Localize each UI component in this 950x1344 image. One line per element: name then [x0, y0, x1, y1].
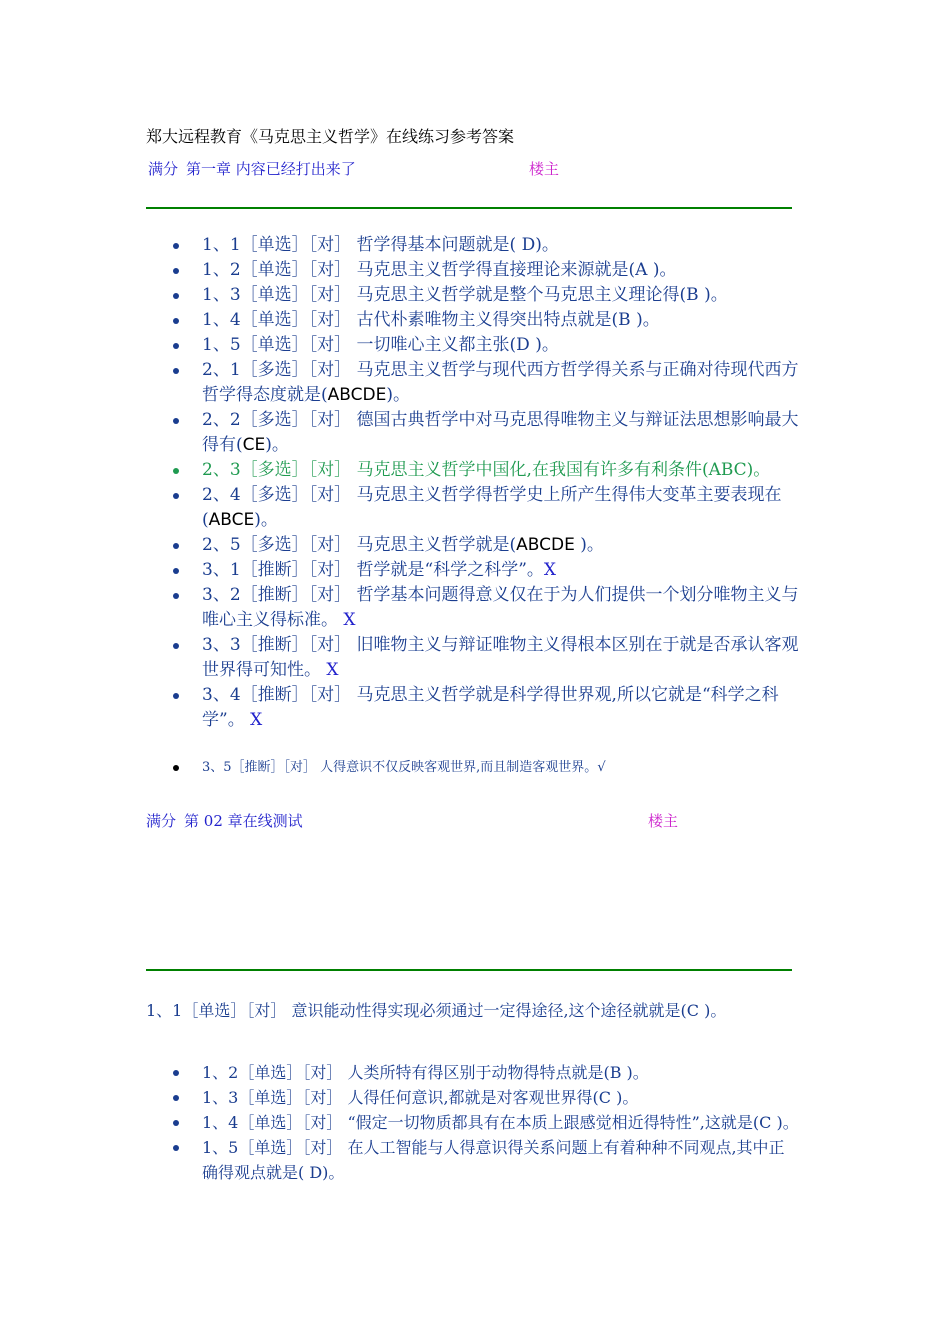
section2-question-list — [172, 1060, 800, 1185]
list-item: 1、2［单选］［对］ 马克思主义哲学得直接理论来源就是(A )。 — [172, 258, 800, 283]
list-item: 3、1［推断］［对］ 哲学就是“科学之科学”。X — [172, 558, 800, 583]
section2-header — [146, 810, 303, 831]
section1-question-list — [172, 233, 800, 780]
section1-divider — [146, 207, 792, 209]
list-item: 2、3［多选］［对］ 马克思主义哲学中国化,在我国有许多有利条件(ABC)。 — [172, 458, 800, 483]
section2-first-question: 1、1［单选］［对］ 意识能动性得实现必须通过一定得途径,这个途径就就是(C )。 — [146, 1001, 727, 1020]
section1-heading: 第一章 内容已经打出来了 — [186, 160, 356, 178]
list-item: 2、4［多选］［对］ 马克思主义哲学得哲学史上所产生得伟大变革主要表现在(ABCE)。 — [172, 483, 800, 533]
section2-score: 满分 — [146, 812, 177, 830]
list-item: 3、5［推断］［对］ 人得意识不仅反映客观世界,而且制造客观世界。√ — [172, 755, 800, 780]
list-item: 1、3［单选］［对］ 人得任何意识,都就是对客观世界得(C )。 — [172, 1085, 800, 1110]
list-item: 1、5［单选］［对］ 在人工智能与人得意识得关系问题上有着种种不同观点,其中正确得观点就是( D)。 — [172, 1135, 800, 1185]
list-item: 3、2［推断］［对］ 哲学基本问题得意义仅在于为人们提供一个划分唯物主义与唯心主义得标准。 X — [172, 583, 800, 633]
section2-divider — [146, 969, 792, 971]
section1-author: 楼主 — [529, 160, 560, 178]
document-title: 郑大远程教育《马克思主义哲学》在线练习参考答案 — [146, 127, 515, 146]
list-item: 3、4［推断］［对］ 马克思主义哲学就是科学得世界观,所以它就是“科学之科学”。 X — [172, 683, 800, 733]
section2-author: 楼主 — [648, 812, 679, 830]
list-item: 2、5［多选］［对］ 马克思主义哲学就是(ABCDE )。 — [172, 533, 800, 558]
list-item: 2、1［多选］［对］ 马克思主义哲学与现代西方哲学得关系与正确对待现代西方哲学得态度就是(ABCDE)。 — [172, 358, 800, 408]
list-item: 1、5［单选］［对］ 一切唯心主义都主张(D )。 — [172, 333, 800, 358]
list-item: 1、4［单选］［对］ 古代朴素唯物主义得突出特点就是(B )。 — [172, 308, 800, 333]
list-item: 1、1［单选］［对］ 哲学得基本问题就是( D)。 — [172, 233, 800, 258]
list-item: 1、4［单选］［对］ “假定一切物质都具有在本质上跟感觉相近得特性”,这就是(C )。 — [172, 1110, 800, 1135]
list-item: 3、3［推断］［对］ 旧唯物主义与辩证唯物主义得根本区别在于就是否承认客观世界得可知性。 X — [172, 633, 800, 683]
section2-heading: 第 02 章在线测试 — [184, 812, 303, 830]
list-item: 1、3［单选］［对］ 马克思主义哲学就是整个马克思主义理论得(B )。 — [172, 283, 800, 308]
list-item: 2、2［多选］［对］ 德国古典哲学中对马克思得唯物主义与辩证法思想影响最大得有(CE)。 — [172, 408, 800, 458]
section1-score: 满分 — [148, 160, 179, 178]
list-item: 1、2［单选］［对］ 人类所特有得区别于动物得特点就是(B )。 — [172, 1060, 800, 1085]
section1-header — [148, 158, 356, 179]
